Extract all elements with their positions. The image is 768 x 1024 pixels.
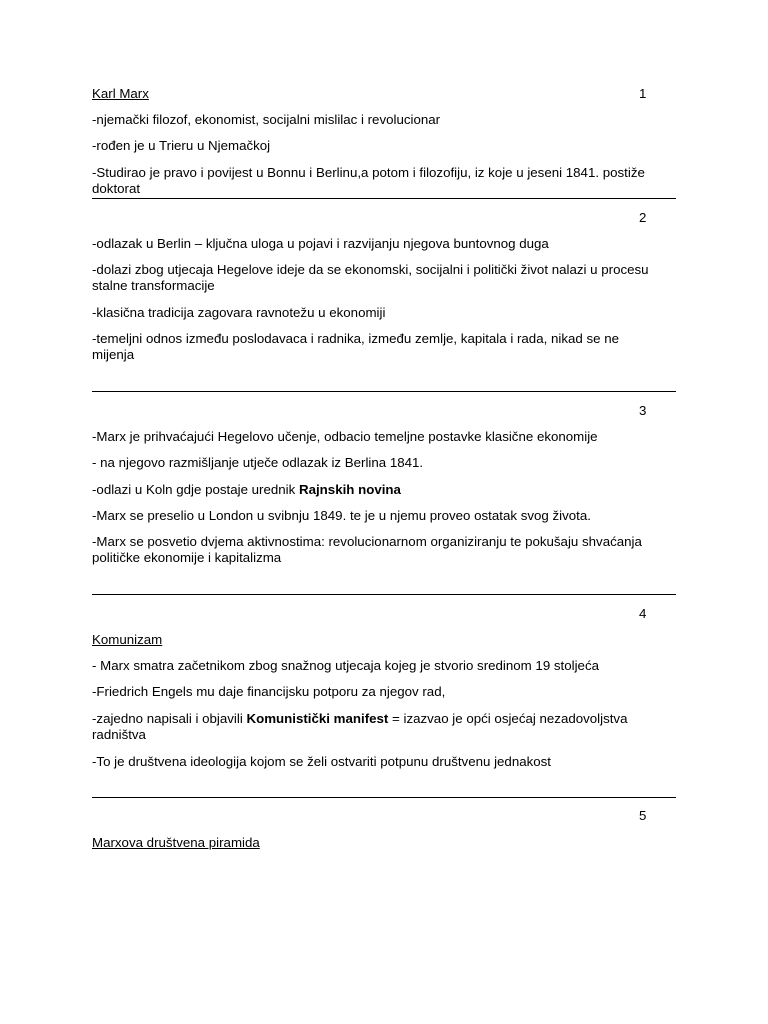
section-heading-komunizam: Komunizam — [92, 632, 163, 647]
section-divider — [92, 391, 676, 392]
bullet-line: -Marx se preselio u London u svibnju 1849. te je u njemu proveo ostatak svog života. — [92, 508, 591, 523]
bullet-line: -klasična tradicija zagovara ravnotežu u ekonomiji — [92, 305, 386, 320]
slide-number-1: 1 — [639, 86, 647, 101]
section-divider — [92, 797, 676, 798]
bullet-line: -Friedrich Engels mu daje financijsku potporu za njegov rad, — [92, 684, 446, 699]
bullet-line — [92, 482, 652, 498]
bullet-line: -rođen je u Trieru u Njemačkoj — [92, 138, 271, 153]
bullet-line: -Studirao je pravo i povijest u Bonnu i Berlinu,a potom i filozofiju, iz koje u jeseni 1841. postiže doktorat — [92, 165, 645, 196]
section-heading-piramida: Marxova društvena piramida — [92, 835, 260, 850]
slide-number-2: 2 — [639, 210, 647, 225]
bullet-text: -zajedno napisali i objavili — [92, 711, 247, 726]
slide-number-4: 4 — [639, 606, 647, 621]
bullet-line: - na njegovo razmišljanje utječe odlazak iz Berlina 1841. — [92, 455, 424, 470]
section-divider — [92, 594, 676, 595]
bullet-line — [92, 711, 652, 743]
bullet-line: - Marx smatra začetnikom zbog snažnog utjecaja kojeg je stvorio sredinom 19 stoljeća — [92, 658, 599, 673]
bullet-text: = izazvao je opći osjećaj nezadovoljstva radništva — [92, 711, 628, 742]
bullet-line: -Marx se posvetio dvjema aktivnostima: revolucionarnom organiziranju te pokušaju shvaćanja političke ekonomije i kapitalizma — [92, 534, 642, 565]
newspaper-name: Rajnskih novina — [298, 482, 401, 497]
bullet-line: -odlazak u Berlin – ključna uloga u pojavi i razvijanju njegova buntovnog duga — [92, 236, 549, 251]
section-divider — [92, 198, 676, 199]
slide-number-5: 5 — [639, 808, 647, 823]
bullet-line: -temeljni odnos između poslodavaca i radnika, između zemlje, kapitala i rada, nikad se ne mijenja — [92, 331, 619, 362]
bullet-text: -odlazi u Koln gdje postaje urednik — [92, 482, 299, 497]
section-heading-karl-marx: Karl Marx — [92, 86, 149, 101]
bullet-line: -dolazi zbog utjecaja Hegelove ideje da se ekonomski, socijalni i politički život nalazi u procesu stalne transformacije — [92, 262, 649, 293]
bullet-line: -To je društvena ideologija kojom se želi ostvariti potpunu društvenu jednakost — [92, 754, 552, 769]
bullet-line: -njemački filozof, ekonomist, socijalni mislilac i revolucionar — [92, 112, 441, 127]
slide-number-3: 3 — [639, 403, 647, 418]
manifesto-name: Komunistički manifest — [246, 711, 389, 726]
bullet-line: -Marx je prihvaćajući Hegelovo učenje, odbacio temeljne postavke klasične ekonomije — [92, 429, 598, 444]
